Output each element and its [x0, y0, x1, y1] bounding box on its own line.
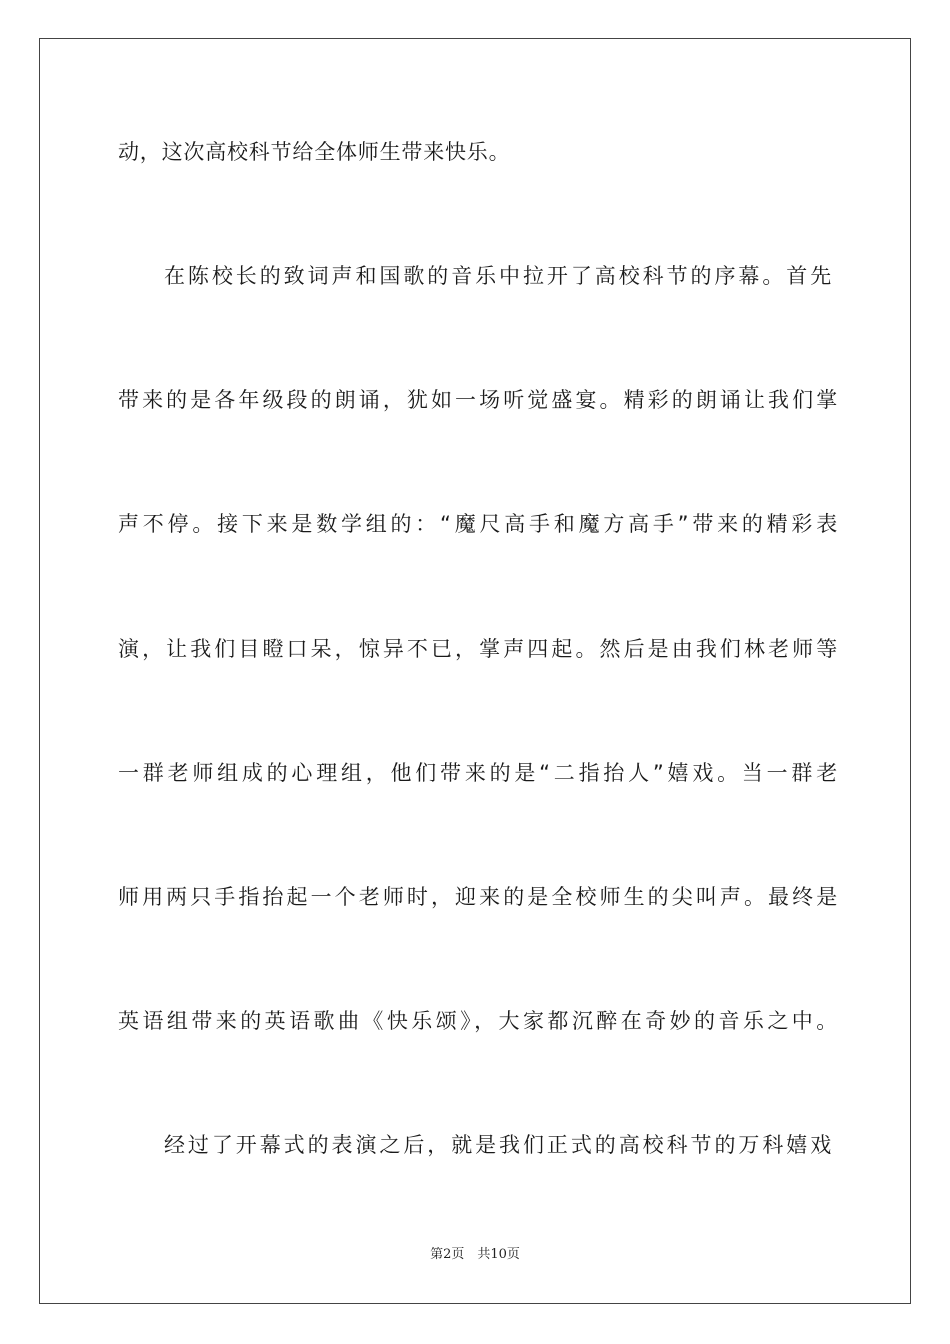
body-text-line: 演，让我们目瞪口呆，惊异不已，掌声四起。然后是由我们林老师等	[118, 637, 838, 661]
body-text-line: 英语组带来的英语歌曲《快乐颂》，大家都沉醉在奇妙的音乐之中。	[118, 1009, 838, 1033]
body-text-line: 带来的是各年级段的朗诵，犹如一场听觉盛宴。精彩的朗诵让我们掌	[118, 388, 838, 412]
body-text-line: 声不停。接下来是数学组的：“魔尺高手和魔方高手”带来的精彩表	[118, 512, 838, 536]
page-number-footer: 第2页 共10页	[430, 1247, 520, 1262]
body-text-line: 师用两只手指抬起一个老师时，迎来的是全校师生的尖叫声。最终是	[118, 885, 838, 909]
paragraph-first-line: 经过了开幕式的表演之后，就是我们正式的高校科节的万科嬉戏	[164, 1133, 832, 1157]
body-text-line: 一群老师组成的心理组，他们带来的是“二指抬人”嬉戏。当一群老	[118, 761, 838, 785]
paragraph-first-line: 在陈校长的致词声和国歌的音乐中拉开了高校科节的序幕。首先	[164, 264, 832, 288]
page-border	[39, 38, 911, 1304]
body-text-line: 动，这次高校科节给全体师生带来快乐。	[118, 140, 511, 164]
